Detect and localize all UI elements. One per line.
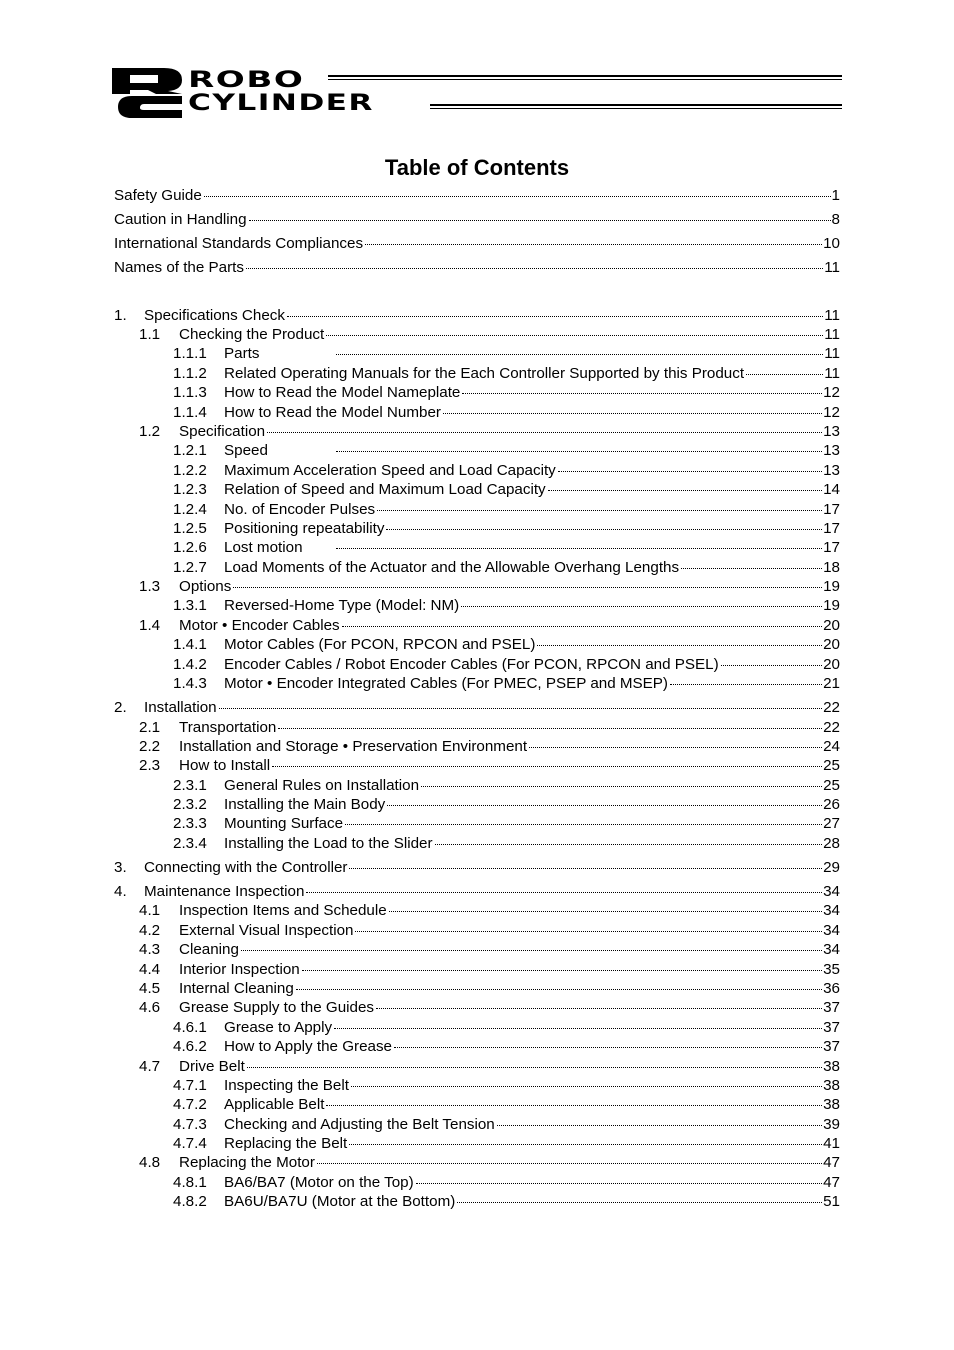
toc-entry-title: How to Apply the Grease <box>224 1038 392 1056</box>
toc-dot-leader <box>204 196 831 197</box>
logo-text-cylinder: CYLINDER <box>188 91 374 116</box>
toc-dot-leader <box>342 626 822 627</box>
toc-entry-title: Parts <box>224 345 260 363</box>
toc-entry-page: 38 <box>823 1057 840 1075</box>
toc-entry-number: 2.3.3 <box>173 815 207 833</box>
toc-entry[interactable] <box>114 364 840 383</box>
toc-entry[interactable] <box>114 519 840 538</box>
toc-entry-title: Replacing the Belt <box>224 1135 348 1153</box>
toc-entry[interactable] <box>114 635 840 654</box>
toc-entry[interactable] <box>114 814 840 833</box>
toc-entry-page: 35 <box>823 960 840 978</box>
toc-entry-title: Lost motion <box>224 539 303 557</box>
toc-entry-number: 4.7.4 <box>173 1135 207 1153</box>
toc-entry-page: 12 <box>823 384 840 402</box>
toc-dot-leader <box>326 335 823 336</box>
toc-entry-number: 1.1.1 <box>173 345 207 363</box>
toc-entry[interactable] <box>114 441 840 460</box>
toc-entry-title: Motor Cables (For PCON, RPCON and PSEL) <box>224 636 536 654</box>
toc-entry-number: 4.8.1 <box>173 1173 207 1191</box>
toc-entry-title: Caution in Handling <box>114 211 247 229</box>
toc-dot-leader <box>670 684 822 685</box>
toc-dot-leader <box>336 354 823 355</box>
logo-text-robo: ROBO <box>188 68 305 93</box>
toc-entry-title: Safety Guide <box>114 187 202 204</box>
toc-entry-number: 4.4 <box>139 960 161 978</box>
toc-entry-title: Relation of Speed and Maximum Load Capacity <box>224 481 546 499</box>
toc-entry[interactable] <box>114 480 840 499</box>
toc-entry-number: 1.3.1 <box>173 597 207 615</box>
toc-entry-page: 34 <box>823 883 840 901</box>
toc-entry[interactable] <box>114 344 840 363</box>
toc-dot-leader <box>334 1028 822 1029</box>
toc-entry-page: 13 <box>823 442 840 460</box>
toc-entry[interactable] <box>114 858 840 877</box>
toc-entry-number: 4.2 <box>139 921 161 939</box>
toc-entry-page: 22 <box>823 718 840 736</box>
toc-entry[interactable] <box>114 1173 840 1192</box>
toc-dot-leader <box>443 413 822 414</box>
toc-dot-leader <box>272 766 822 767</box>
toc-entry-title: BA6/BA7 (Motor on the Top) <box>224 1173 414 1191</box>
toc-entry-page: 17 <box>823 519 840 537</box>
rc-logo-icon <box>112 68 184 118</box>
toc-entry-page: 21 <box>823 675 840 693</box>
toc-entry[interactable] <box>114 674 840 693</box>
toc-entry[interactable] <box>114 698 840 717</box>
toc-entry-number: 1.4.1 <box>173 636 207 654</box>
toc-entry-title: External Visual Inspection <box>179 921 354 939</box>
toc-entry-number: 4.7.2 <box>173 1096 207 1114</box>
toc-entry[interactable] <box>114 901 840 920</box>
toc-entry-title: Inspection Items and Schedule <box>179 902 387 920</box>
toc-entry-title: Internal Cleaning <box>179 979 294 997</box>
toc-entry-page: 17 <box>823 539 840 557</box>
toc-entry-page: 41 <box>823 1135 840 1153</box>
toc-dot-leader <box>278 728 822 729</box>
toc-entry[interactable] <box>114 1134 840 1153</box>
toc-dot-leader <box>435 844 823 845</box>
toc-entry-page: 39 <box>823 1115 840 1133</box>
toc-entry-number: 1.4 <box>139 616 161 634</box>
toc-entry-page: 37 <box>823 1018 840 1036</box>
toc-entry[interactable] <box>114 577 840 596</box>
toc-entry-page: 19 <box>823 578 840 596</box>
toc-entry-page: 11 <box>824 306 840 324</box>
toc-entry-page: 37 <box>823 1038 840 1056</box>
page-title: Table of Contents <box>384 155 570 180</box>
toc-entry-page: 19 <box>823 597 840 615</box>
toc-entry-title: Specifications Check <box>144 306 285 324</box>
toc-entry-number: 4.6 <box>139 999 161 1017</box>
toc-entry[interactable] <box>114 422 840 441</box>
toc-entry[interactable] <box>114 795 840 814</box>
toc-dot-leader <box>267 432 822 433</box>
toc-dot-leader <box>241 950 822 951</box>
toc-entry-title: Installing the Main Body <box>224 796 386 814</box>
toc-dot-leader <box>462 393 822 394</box>
toc-entry-title: Grease to Apply <box>224 1018 333 1036</box>
toc-entry-title: Motor • Encoder Integrated Cables (For PMEC, PSEP and MSEP) <box>224 675 668 693</box>
toc-entry[interactable] <box>114 882 840 901</box>
toc-entry[interactable] <box>114 234 840 253</box>
toc-entry-page: 20 <box>823 636 840 654</box>
toc-entry-page: 22 <box>823 699 840 717</box>
toc-dot-leader <box>296 989 822 990</box>
toc-entry-number: 1.2.5 <box>173 519 207 537</box>
toc-entry-title: Installing the Load to the Slider <box>224 834 433 852</box>
toc-entry-title: Interior Inspection <box>179 960 300 978</box>
toc-entry-page: 11 <box>824 259 840 277</box>
toc-entry[interactable] <box>114 1153 840 1172</box>
toc-dot-leader <box>302 970 822 971</box>
toc-dot-leader <box>287 316 823 317</box>
toc-entry-title: How to Read the Model Number <box>224 403 441 421</box>
toc-entry-number: 2.3.1 <box>173 776 207 794</box>
toc-dot-leader <box>721 665 822 666</box>
toc-entry-title: Installation and Storage • Preservation Environment <box>179 737 528 755</box>
toc-entry-title: How to Install <box>179 757 271 775</box>
toc-entry-title: Motor • Encoder Cables <box>179 616 340 634</box>
toc-entry[interactable] <box>114 756 840 775</box>
toc-entry-number: 1.2.7 <box>173 558 207 576</box>
toc-entry-number: 1. <box>114 306 127 324</box>
toc-entry-number: 1.4.3 <box>173 675 207 693</box>
toc-dot-leader <box>351 1086 822 1087</box>
toc-dot-leader <box>336 451 822 452</box>
toc-dot-leader <box>317 1163 822 1164</box>
toc-entry[interactable] <box>114 940 840 959</box>
toc-entry-number: 4.8.2 <box>173 1193 207 1211</box>
toc-dot-leader <box>681 568 822 569</box>
toc-entry[interactable] <box>114 998 840 1017</box>
toc-entry-title: Load Moments of the Actuator and the Allowable Overhang Lengths <box>224 558 680 576</box>
toc-entry[interactable] <box>114 558 840 577</box>
toc-entry[interactable] <box>114 1115 840 1134</box>
toc-dot-leader <box>558 471 822 472</box>
toc-entry-title: Checking and Adjusting the Belt Tension <box>224 1115 495 1133</box>
toc-entry-page: 34 <box>823 941 840 959</box>
toc-entry-page: 34 <box>823 902 840 920</box>
toc-entry-number: 1.4.2 <box>173 655 207 673</box>
toc-entry-title: Replacing the Motor <box>179 1154 315 1172</box>
toc-dot-leader <box>247 1067 822 1068</box>
toc-entry-page: 13 <box>823 422 840 440</box>
toc-entry-title: Reversed-Home Type (Model: NM) <box>224 597 460 615</box>
toc-entry[interactable] <box>114 186 840 205</box>
toc-entry-page: 38 <box>823 1096 840 1114</box>
toc-entry[interactable] <box>114 1018 840 1037</box>
toc-entry-number: 2.2 <box>139 737 161 755</box>
toc-entry[interactable] <box>114 979 840 998</box>
toc-entry-page: 27 <box>823 815 840 833</box>
toc-entry[interactable] <box>114 1037 840 1056</box>
toc-entry[interactable] <box>114 1095 840 1114</box>
toc-entry-number: 1.1.2 <box>173 364 207 382</box>
toc-entry-title: No. of Encoder Pulses <box>224 500 376 518</box>
toc-entry-title: Positioning repeatability <box>224 519 385 537</box>
toc-dot-leader <box>249 220 831 221</box>
toc-entry[interactable] <box>114 403 840 422</box>
toc-entry-page: 11 <box>824 326 840 344</box>
toc-dot-leader <box>349 1144 822 1145</box>
toc-entry-number: 4.7.1 <box>173 1076 207 1094</box>
toc-entry-number: 4.3 <box>139 941 161 959</box>
toc-entry[interactable] <box>114 834 840 853</box>
toc-entry-number: 1.2.4 <box>173 500 207 518</box>
toc-entry-page: 25 <box>823 757 840 775</box>
toc-entry-number: 1.2 <box>139 422 161 440</box>
toc-dot-leader <box>349 868 822 869</box>
toc-entry[interactable] <box>114 500 840 519</box>
toc-entry-number: 1.1.4 <box>173 403 207 421</box>
toc-entry-title: Applicable Belt <box>224 1096 325 1114</box>
toc-entry-page: 24 <box>823 737 840 755</box>
toc-dot-leader <box>548 490 822 491</box>
toc-entry-page: 18 <box>823 558 840 576</box>
toc-entry-page: 12 <box>823 403 840 421</box>
toc-entry-page: 34 <box>823 921 840 939</box>
toc-dot-leader <box>537 645 822 646</box>
toc-entry-page: 51 <box>823 1193 840 1211</box>
toc-entry[interactable] <box>114 718 840 737</box>
toc-dot-leader <box>246 268 823 269</box>
toc-entry[interactable] <box>114 538 840 557</box>
toc-entry-page: 47 <box>823 1173 840 1191</box>
toc-entry-page: 20 <box>823 616 840 634</box>
toc-entry[interactable] <box>114 1057 840 1076</box>
toc-entry-title: Options <box>179 578 232 596</box>
toc-entry-page: 1 <box>831 187 840 204</box>
toc-entry-number: 2.1 <box>139 718 161 736</box>
toc-dot-leader <box>416 1183 822 1184</box>
toc-dot-leader <box>497 1125 822 1126</box>
toc-entry-page: 26 <box>823 796 840 814</box>
toc-entry[interactable] <box>114 210 840 229</box>
toc-entry[interactable] <box>114 1192 840 1211</box>
toc-entry[interactable] <box>114 921 840 940</box>
toc-entry-page: 10 <box>823 235 840 253</box>
toc-entry-page: 29 <box>823 858 840 876</box>
header-rule-top <box>328 75 842 80</box>
toc-entry-title: General Rules on Installation <box>224 776 420 794</box>
toc-entry-title: Mounting Surface <box>224 815 344 833</box>
toc-dot-leader <box>376 1008 822 1009</box>
toc-entry-page: 11 <box>824 364 840 382</box>
toc-entry-number: 4.6.2 <box>173 1038 207 1056</box>
toc-dot-leader <box>219 708 822 709</box>
toc-entry-number: 1.2.6 <box>173 539 207 557</box>
toc-entry-number: 4.1 <box>139 902 161 920</box>
toc-dot-leader <box>746 374 823 375</box>
toc-dot-leader <box>457 1202 822 1203</box>
toc-entry-number: 4.6.1 <box>173 1018 207 1036</box>
toc-entry-number: 2.3.2 <box>173 796 207 814</box>
toc-entry-number: 1.2.2 <box>173 461 207 479</box>
toc-entry-number: 4. <box>114 883 127 901</box>
toc-entry-title: Installation <box>144 699 217 717</box>
toc-entry-number: 2.3 <box>139 757 161 775</box>
toc-entry-page: 38 <box>823 1076 840 1094</box>
toc-entry[interactable] <box>114 616 840 635</box>
toc-entry-title: Inspecting the Belt <box>224 1076 349 1094</box>
toc-entry-page: 25 <box>823 776 840 794</box>
toc-dot-leader <box>461 606 822 607</box>
toc-dot-leader <box>345 824 822 825</box>
toc-entry-number: 4.5 <box>139 979 161 997</box>
toc-entry-page: 8 <box>831 211 840 229</box>
toc-dot-leader <box>394 1047 822 1048</box>
toc-dot-leader <box>389 911 822 912</box>
toc-entry-number: 4.7.3 <box>173 1115 207 1133</box>
toc-entry-page: 20 <box>823 655 840 673</box>
header-rule-bottom <box>430 104 842 109</box>
toc-dot-leader <box>386 529 822 530</box>
toc-dot-leader <box>387 805 822 806</box>
toc-entry-title: Grease Supply to the Guides <box>179 999 375 1017</box>
toc-entry-page: 14 <box>823 481 840 499</box>
toc-entry-number: 2. <box>114 699 127 717</box>
toc-entry-title: Specification <box>179 422 266 440</box>
toc-entry[interactable] <box>114 960 840 979</box>
toc-dot-leader <box>355 931 822 932</box>
toc-entry-title: Connecting with the Controller <box>144 858 348 876</box>
toc-entry[interactable] <box>114 596 840 615</box>
toc-entry-page: 11 <box>824 345 840 363</box>
toc-entry-page: 13 <box>823 461 840 479</box>
toc-entry-page: 37 <box>823 999 840 1017</box>
toc-dot-leader <box>377 510 822 511</box>
toc-entry[interactable] <box>114 1076 840 1095</box>
toc-entry-title: Maximum Acceleration Speed and Load Capacity <box>224 461 556 479</box>
toc-entry-page: 47 <box>823 1154 840 1172</box>
toc-entry-title: Names of the Parts <box>114 259 244 277</box>
toc-entry[interactable] <box>114 737 840 756</box>
toc-dot-leader <box>421 786 822 787</box>
toc-entry-number: 1.2.1 <box>173 442 207 460</box>
toc-entry[interactable] <box>114 306 840 325</box>
toc-entry-title: Speed <box>224 442 268 460</box>
toc-dot-leader <box>326 1105 822 1106</box>
toc-entry-title: Drive Belt <box>179 1057 245 1075</box>
toc-entry-title: Transportation <box>179 718 277 736</box>
toc-entry-title: Maintenance Inspection <box>144 883 305 901</box>
toc-dot-leader <box>233 587 822 588</box>
toc-dot-leader <box>365 244 822 245</box>
table-of-contents <box>114 186 840 1212</box>
toc-entry[interactable] <box>114 325 840 344</box>
toc-entry-number: 4.8 <box>139 1154 161 1172</box>
toc-entry-title: BA6U/BA7U (Motor at the Bottom) <box>224 1193 456 1211</box>
toc-entry-number: 3. <box>114 858 127 876</box>
toc-entry-number: 1.2.3 <box>173 481 207 499</box>
toc-entry[interactable] <box>114 383 840 402</box>
toc-entry-number: 1.1.3 <box>173 384 207 402</box>
toc-entry[interactable] <box>114 258 840 277</box>
toc-entry-number: 1.3 <box>139 578 161 596</box>
toc-dot-leader <box>306 892 822 893</box>
toc-entry-page: 36 <box>823 979 840 997</box>
toc-entry-title: Cleaning <box>179 941 239 959</box>
toc-entry[interactable] <box>114 776 840 795</box>
toc-entry-title: Checking the Product <box>179 326 325 344</box>
toc-entry-number: 4.7 <box>139 1057 161 1075</box>
toc-entry-title: Encoder Cables / Robot Encoder Cables (For PCON, RPCON and PSEL) <box>224 655 719 673</box>
toc-dot-leader <box>529 747 822 748</box>
toc-entry-title: International Standards Compliances <box>114 235 364 253</box>
toc-entry[interactable] <box>114 461 840 480</box>
toc-entry-page: 28 <box>823 834 840 852</box>
toc-entry-number: 2.3.4 <box>173 834 207 852</box>
toc-entry-title: How to Read the Model Nameplate <box>224 384 461 402</box>
toc-entry[interactable] <box>114 655 840 674</box>
toc-entry-page: 17 <box>823 500 840 518</box>
header-logo <box>112 68 842 120</box>
toc-entry-title: Related Operating Manuals for the Each Controller Supported by this Product <box>224 364 745 382</box>
toc-dot-leader <box>336 548 822 549</box>
toc-entry-number: 1.1 <box>139 326 161 344</box>
